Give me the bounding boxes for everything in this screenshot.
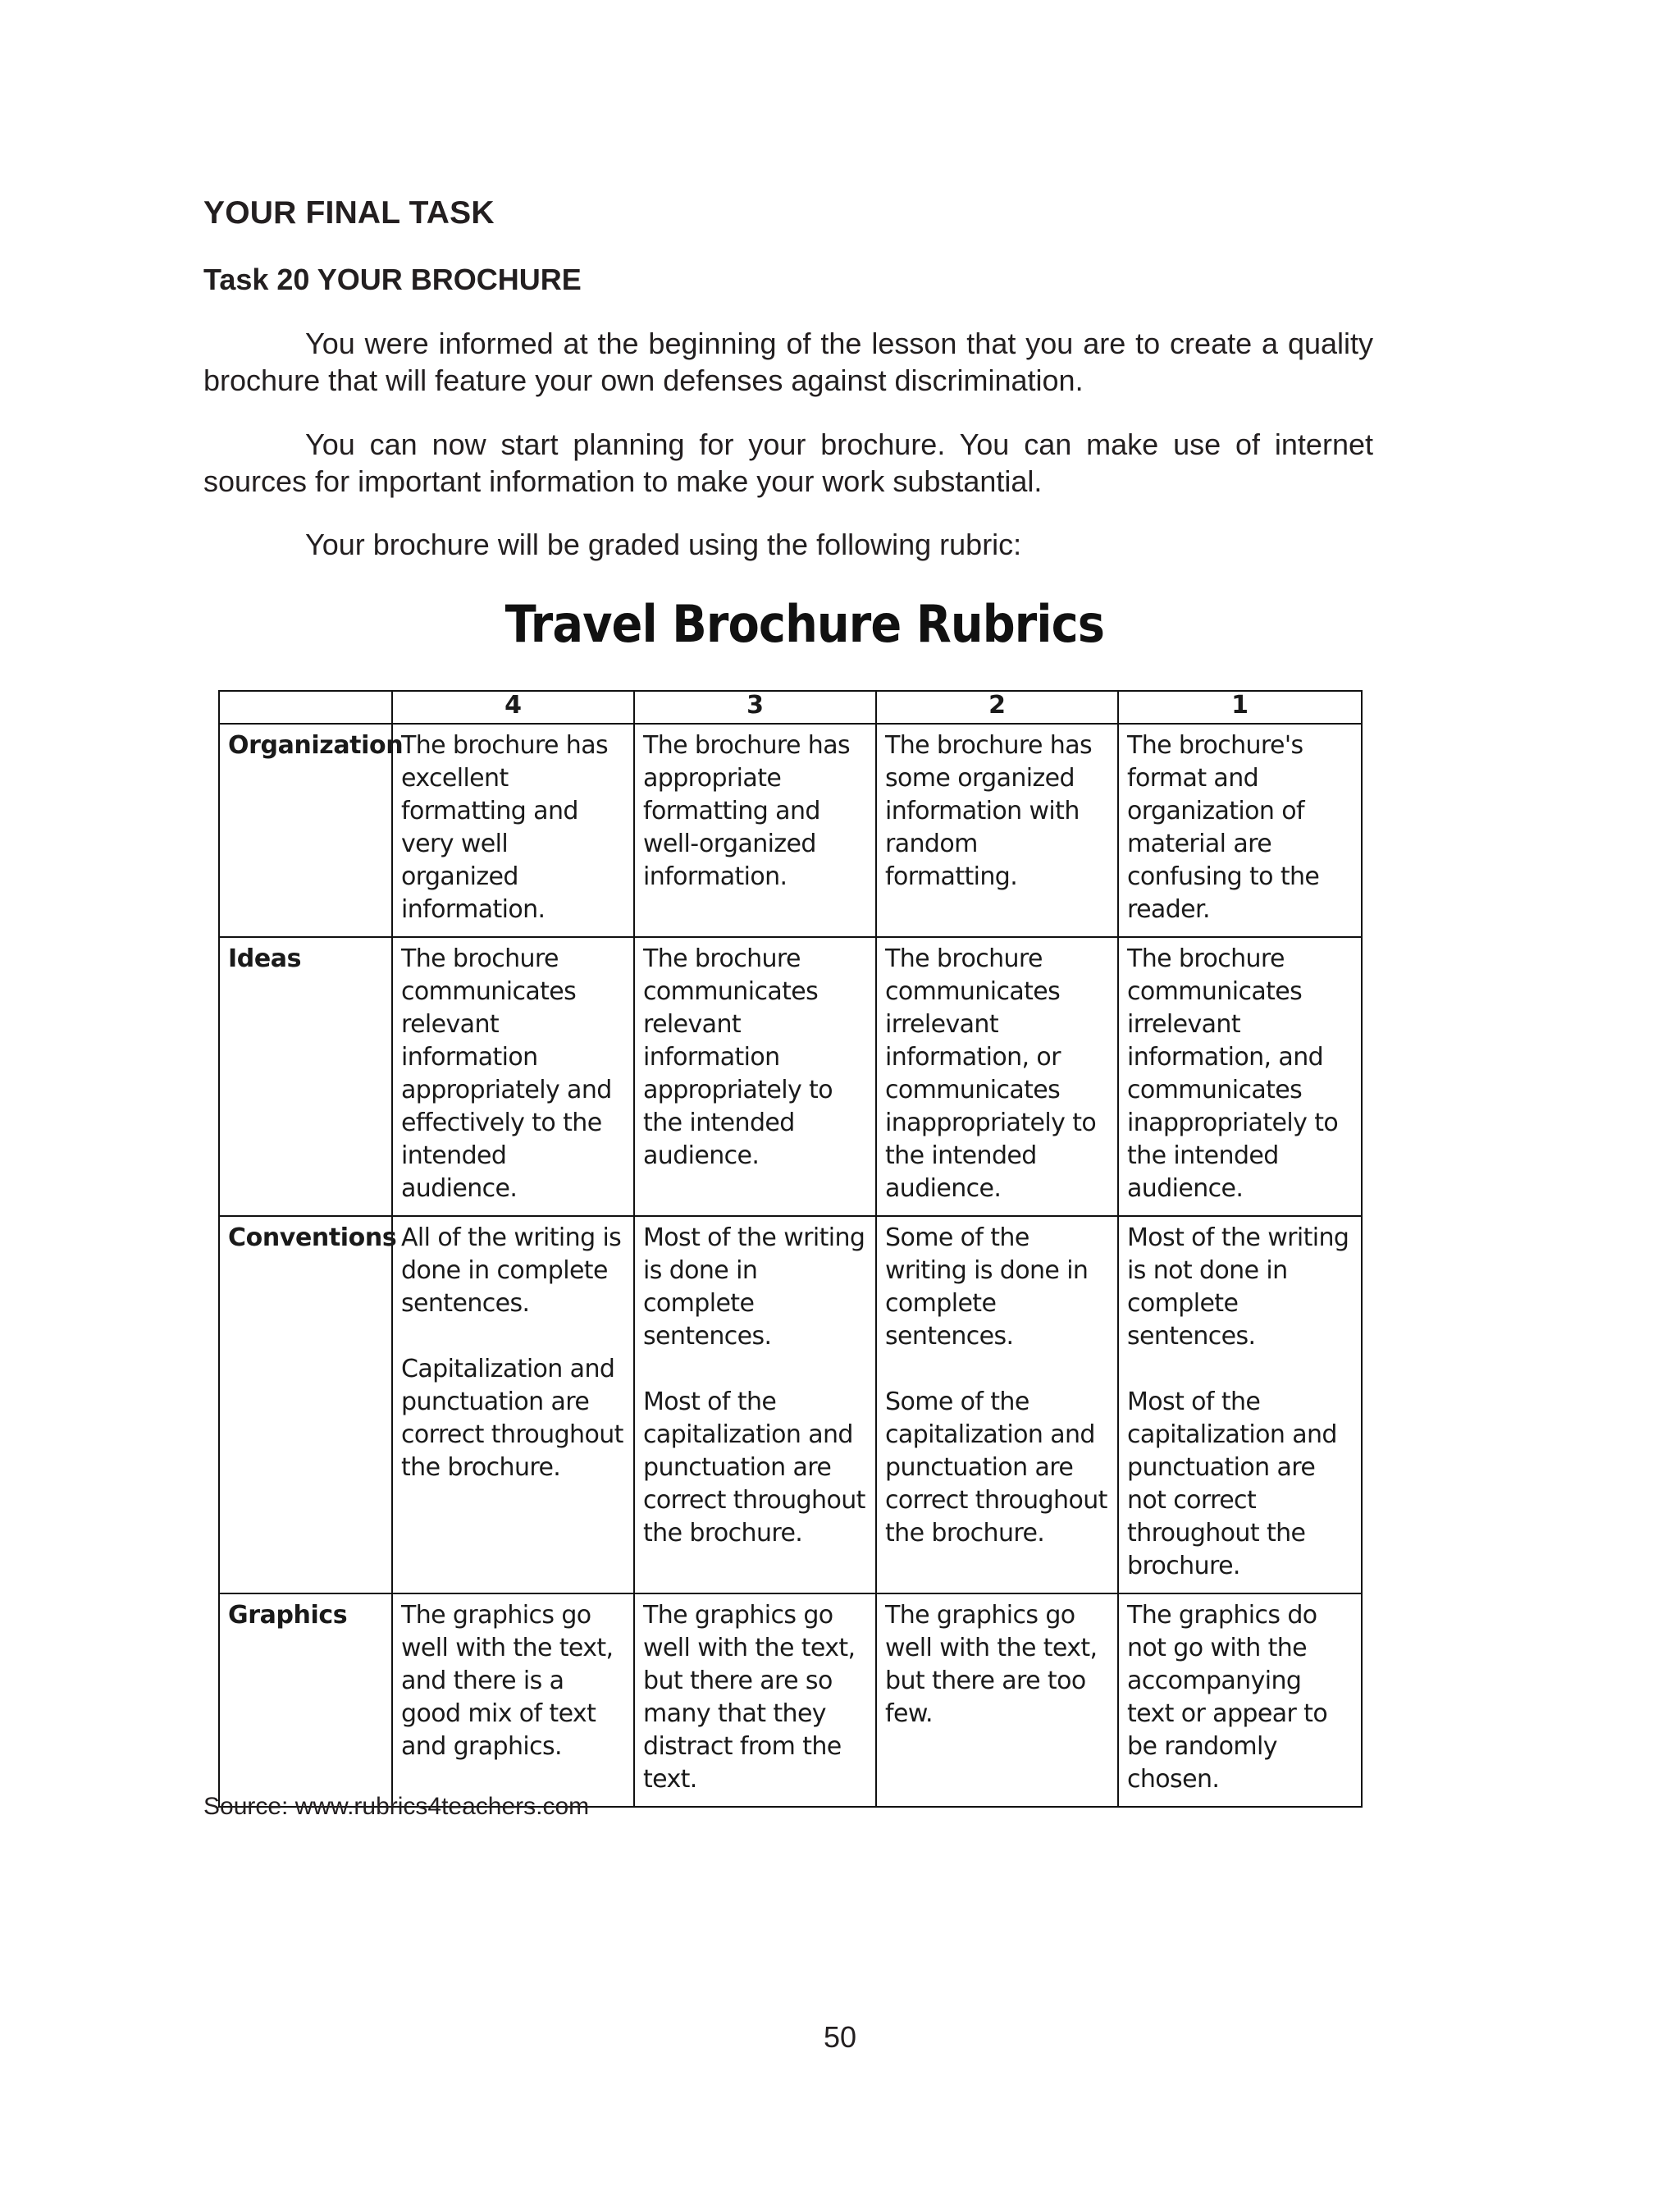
rubric-cell: All of the writing is done in complete sentences. Capitalization and punctuation are correct throughout the brochure.	[392, 1216, 634, 1593]
rubric-table	[218, 690, 1363, 1808]
rubric-header-empty	[219, 691, 392, 724]
rubric-header-score-4: 4	[392, 691, 634, 724]
row-label-organization: Organization	[219, 724, 392, 937]
task-heading: Task 20 YOUR BROCHURE	[203, 263, 582, 296]
rubric-cell: The brochure communicates irrelevant information, or communicates inappropriately to the intended audience.	[876, 937, 1118, 1216]
rubric-row-ideas	[219, 937, 1362, 1216]
rubric-header-score-3: 3	[634, 691, 876, 724]
final-task-heading: YOUR FINAL TASK	[203, 195, 495, 231]
rubric-cell: The brochure has some organized information with random formatting.	[876, 724, 1118, 937]
rubric-cell: Some of the writing is done in complete sentences. Some of the capitalization and punctuation are correct throughout the brochure.	[876, 1216, 1118, 1593]
rubric-cell: The brochure's format and organization of material are confusing to the reader.	[1118, 724, 1362, 937]
row-label-ideas: Ideas	[219, 937, 392, 1216]
rubric-cell: The brochure communicates relevant information appropriately and effectively to the intended audience.	[392, 937, 634, 1216]
rubric-row-graphics	[219, 1593, 1362, 1807]
rubric-cell: The brochure communicates relevant information appropriately to the intended audience.	[634, 937, 876, 1216]
row-label-graphics: Graphics	[219, 1593, 392, 1807]
source-citation: Source: www.rubrics4teachers.com	[203, 1793, 590, 1820]
rubric-cell: The graphics do not go with the accompanying text or appear to be randomly chosen.	[1118, 1593, 1362, 1807]
rubric-cell: The brochure has appropriate formatting and well-organized information.	[634, 724, 876, 937]
rubric-cell: The graphics go well with the text, and there is a good mix of text and graphics.	[392, 1593, 634, 1807]
rubric-cell: The graphics go well with the text, but there are so many that they distract from the text.	[634, 1593, 876, 1807]
rubric-row-conventions	[219, 1216, 1362, 1593]
rubric-cell: Most of the writing is done in complete sentences. Most of the capitalization and punctuation are correct throughout the brochure.	[634, 1216, 876, 1593]
rubric-cell: The brochure has excellent formatting and very well organized information.	[392, 724, 634, 937]
rubric-cell: The graphics go well with the text, but there are too few.	[876, 1593, 1118, 1807]
row-label-conventions: Conventions	[219, 1216, 392, 1593]
rubric-cell: Most of the writing is not done in complete sentences. Most of the capitalization and punctuation are not correct throughout the brochure.	[1118, 1216, 1362, 1593]
rubric-row-organization	[219, 724, 1362, 937]
rubric-header-score-1: 1	[1118, 691, 1362, 724]
intro-paragraph: You were informed at the beginning of the lesson that you are to create a quality brochure that will feature your own defenses against discrimination.	[203, 327, 1373, 397]
rubric-cell: The brochure communicates irrelevant information, and communicates inappropriately to the intended audience.	[1118, 937, 1362, 1216]
planning-paragraph: You can now start planning for your brochure. You can make use of internet sources for important information to make your work substantial.	[203, 427, 1373, 498]
rubric-title: Travel Brochure Rubrics	[504, 594, 1105, 654]
rubric-header-score-2: 2	[876, 691, 1118, 724]
page-number: 50	[823, 2020, 857, 2054]
rubric-header-row	[219, 691, 1362, 724]
rubric-intro-paragraph: Your brochure will be graded using the following rubric:	[305, 528, 1022, 561]
